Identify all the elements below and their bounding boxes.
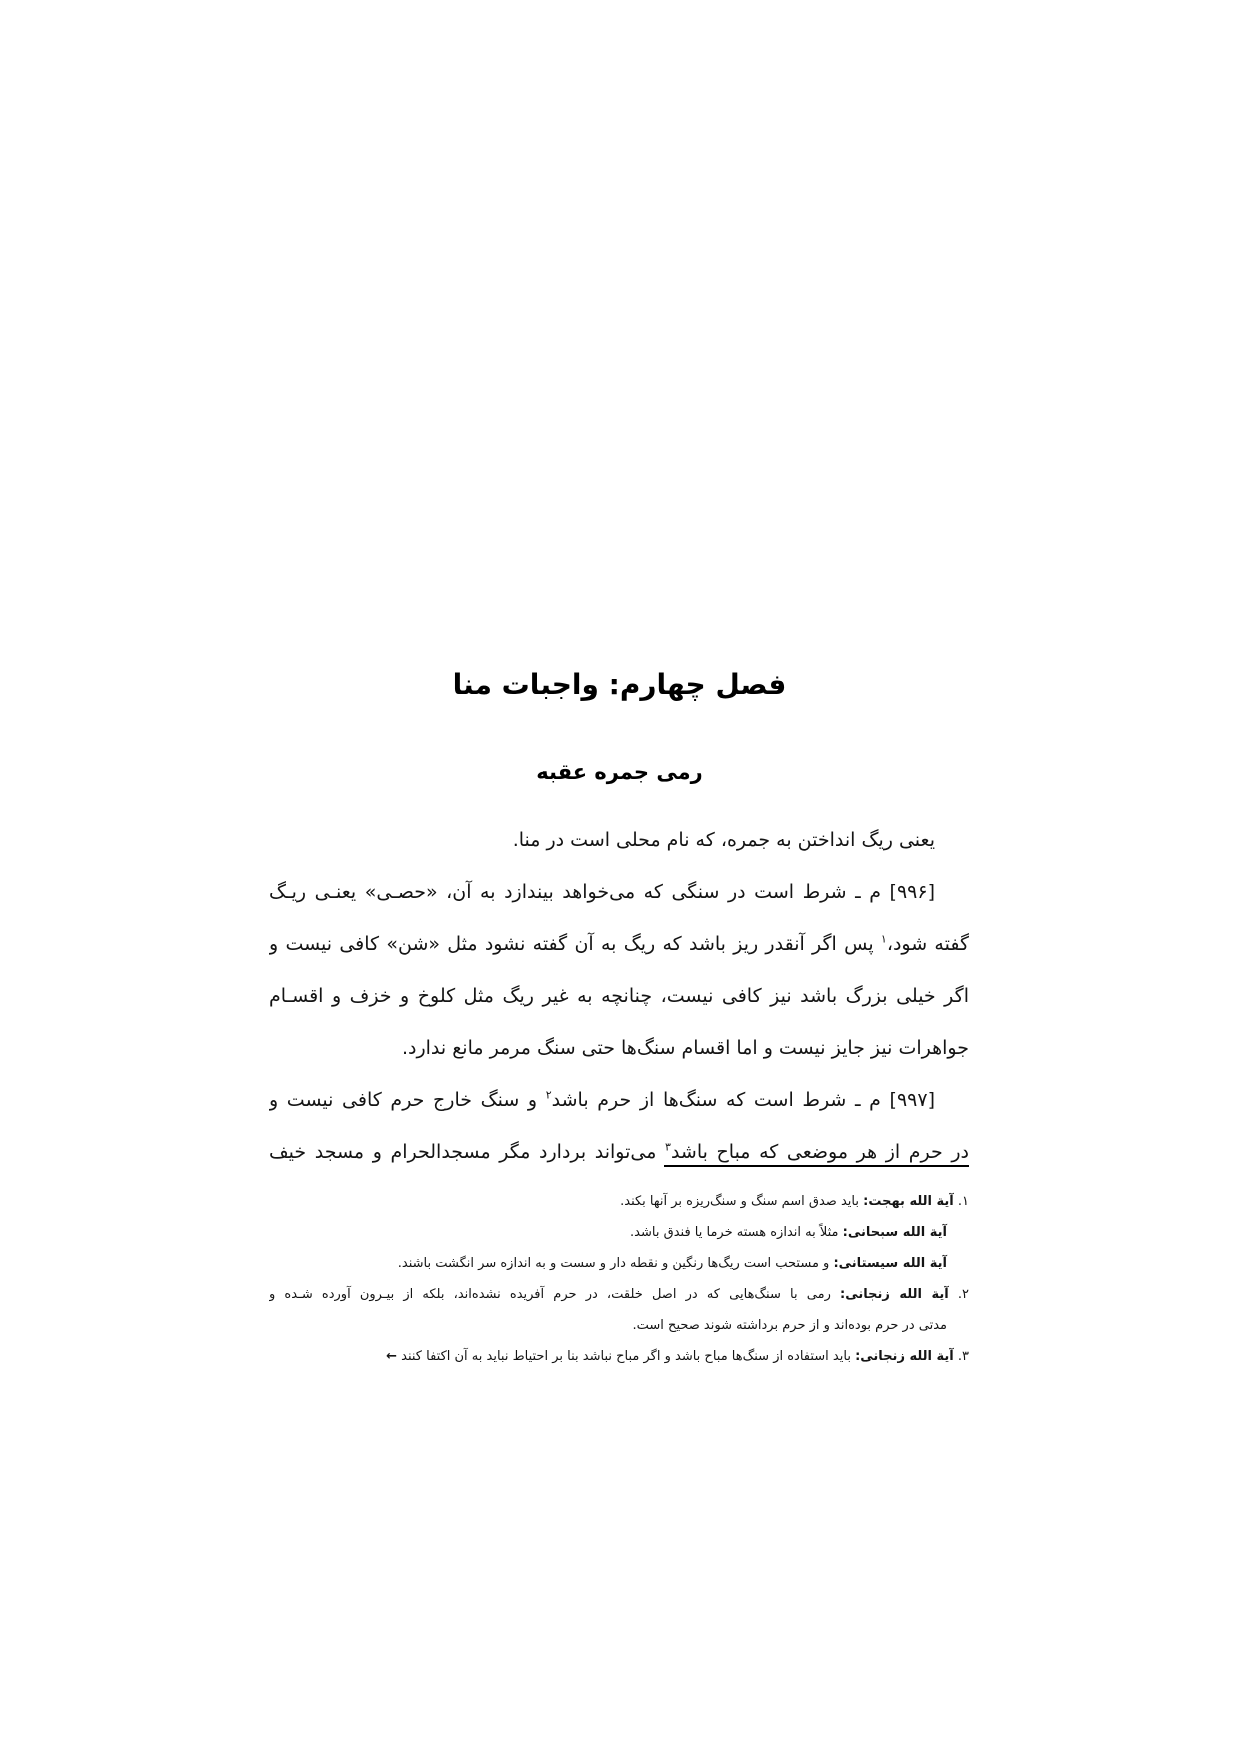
body-line-text: در حرم از هر موضعی که مباح باشد	[670, 1141, 969, 1163]
body-line-text: گفته شود،	[886, 933, 969, 955]
footnote-2-cont	[269, 1310, 969, 1341]
footnote-text: و مستحب است ریگ‌ها رنگین و نقطه دار و سست و به اندازه سر انگشت باشند.	[397, 1256, 834, 1271]
body-line	[269, 1074, 969, 1126]
footnote-2	[269, 1279, 969, 1310]
body-line-text: اگر خیلی بزرگ باشد نیز کافی نیست، چنانچه به غیر ریگ مثل کلوخ و خزف و اقسـام	[269, 985, 969, 1007]
footnote-1	[269, 1186, 969, 1217]
body-line-text: [۹۹۷] م ـ شرط است که سنگ‌ها از حرم باشد	[551, 1089, 936, 1111]
footnote-authority: آیة الله سبحانی:	[842, 1225, 947, 1240]
footnotes	[269, 1186, 969, 1372]
footnote-authority: آیة الله بهجت:	[863, 1194, 954, 1209]
footnote-1-sub	[269, 1248, 969, 1279]
section-title: رمی جمره عقبه	[536, 760, 703, 784]
footnote-1-sub	[269, 1217, 969, 1248]
body-line-text: می‌تواند بردارد مگر مسجدالحرام و مسجد خیف	[269, 1141, 666, 1163]
footnote-number: ۳.	[957, 1349, 969, 1364]
body-line	[269, 1022, 969, 1074]
footnote-divider	[664, 1165, 969, 1167]
chapter-title: فصل چهارم: واجبات منا	[452, 668, 787, 701]
body-line	[269, 918, 969, 970]
footnote-text: مدتی در حرم بوده‌اند و از حرم برداشته شوند صحیح است.	[632, 1318, 947, 1333]
footnote-authority: آیة الله زنجانی:	[840, 1287, 949, 1302]
body-line-text: [۹۹۶] م ـ شرط است در سنگی که می‌خواهد بیندازد به آن، «حصـی» یعنـی ریـگ	[269, 881, 935, 903]
body-line	[269, 814, 969, 866]
body-line-text: پس اگر آنقدر ریز باشد که ریگ به آن گفته نشود مثل «شن» کافی نیست و	[269, 933, 881, 955]
body-line	[269, 866, 969, 918]
footnote-text: رمی با سنگ‌هایی که در اصل خلقت، در حرم آفریده نشده‌اند، بلکه از بیـرون آورده شـده و	[269, 1287, 841, 1302]
body-line-text: یعنی ریگ انداختن به جمره، که نام محلی است در منا.	[512, 829, 935, 851]
footnote-ref[interactable]: ۲	[545, 1088, 552, 1102]
footnote-text: باید صدق اسم سنگ و سنگ‌ریزه بر آنها بکند.	[620, 1194, 864, 1209]
body-text	[269, 814, 969, 1178]
footnote-authority: آیة الله زنجانی:	[855, 1349, 954, 1364]
footnote-authority: آیة الله سیستانی:	[833, 1256, 947, 1271]
continued-arrow-icon: ←	[386, 1349, 397, 1364]
footnote-ref[interactable]: ۳	[665, 1140, 671, 1154]
body-line	[269, 970, 969, 1022]
footnote-ref[interactable]: ۱	[880, 932, 887, 946]
footnote-number: ۲.	[957, 1287, 969, 1302]
body-line-text: و سنگ خارج حرم کافی نیست و	[269, 1089, 546, 1111]
body-line-text: جواهرات نیز جایز نیست و اما اقسام سنگ‌ها حتی سنگ مرمر مانع ندارد.	[401, 1037, 969, 1059]
body-line	[269, 1126, 969, 1178]
footnote-text: باید استفاده از سنگ‌ها مباح باشد و اگر مباح نباشد بنا بر احتیاط نباید به آن اکتفا کنند	[401, 1349, 856, 1364]
footnote-text: مثلاً به اندازه هسته خرما یا فندق باشد.	[630, 1225, 843, 1240]
footnote-3	[269, 1341, 969, 1372]
footnote-number: ۱.	[957, 1194, 969, 1209]
